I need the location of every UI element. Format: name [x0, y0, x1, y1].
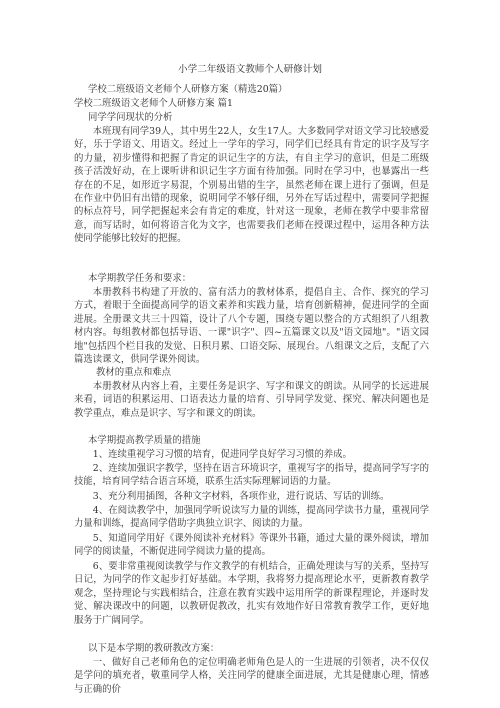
document-title: 小学二年级语文教师个人研修计划 — [178, 64, 322, 75]
measure-text: 5、知道同学用好《课外阅读补充材料》等课外书籍，通过大量的课外阅读，增加同学的阅读量，不断促进同学阅读力量的提高。 — [74, 533, 429, 558]
document-subtitle: 学校二班级语文老师个人研修方案（精选20篇） — [88, 84, 288, 95]
heading-key-points: 教材的重点和难点 — [96, 367, 172, 378]
paragraph-research-plan — [74, 656, 429, 696]
heading-research-plan: 以下是本学期的教研教改方案： — [88, 643, 220, 654]
measure-text: 1、连续重视学习习惯的培育，促进同学良好学习习惯的养成。 — [92, 449, 352, 460]
measure-item-3 — [74, 490, 429, 503]
measure-text: 2、连续加强识字教学，坚持在语言环境识字，重视写字的指导，提高同学写字的技能，培育同学结合语言环境，联系生活实际理解词语的力量。 — [74, 463, 429, 488]
heading-measures: 本学期提高教学质量的措施 — [88, 435, 201, 446]
measure-item-5 — [74, 532, 429, 559]
measure-text: 3、充分利用插图，各种文字材料，各项作业，进行说话、写话的训练。 — [92, 491, 390, 502]
measure-text: 6、要非常重视阅读教学与作文教学的有机结合，正确处理读与写的关系，坚持写日记，为同学的作文起步打好基础。本学期，我将努力提高理论水平，更新教育教学观念，坚持理论与实践相结合，注意在教育实践中运用所学的新课程理论，并逐时发觉、解决课改中的问题，以教研促教改，扎实有效地作好日常教育教学工作，更好地服务于广阔同学。 — [74, 561, 429, 626]
heading-student-analysis: 同学学问现状的分析 — [88, 112, 173, 123]
measure-item-1 — [74, 448, 429, 461]
section-title: 学校二班级语文老师个人研修方案 篇1 — [74, 98, 233, 109]
paragraph-text: 本册教材从内容上看，主要任务是识字、写字和课文的朗读。从同学的长远进展来看，词语的积累运用、口语表达力量的培育、引导同学发觉、探究、解决问题也是教学重点，难点是识字、写字和课文的朗读。 — [74, 381, 429, 419]
paragraph-text: 本册教科书构建了开放的、富有活力的教材体系，提倡自主、合作、探究的学习方式，着眼于全面提高同学的语文素养和实践力量，培育创新精神，促进同学的全面进展。全册课文共三十四篇，设计了八个专题，围绕专题以整合的方式组织了八组教材内容。每组教材都包括导语、一课"识字"、四~五篇课文以及"语文园地"。"语文园地"包括四个栏目我的发觉、日积月累、口语交际、展现台。八组课文之后，支配了六篇选读课文，供同学课外阅读。 — [74, 287, 429, 366]
paragraph-text: 本班现有同学39人，其中男生22人，女生17人。大多数同学对语文学习比较感爱好，乐于学语文、用语文。经过上一学年的学习，同学们已经具有肯定的识字及写字的力量，初步懂得和把握了肯定的识记生字的方法，有自主学习的意识，但是二班级孩子活泼好动，在上课听讲和识记生字方面有待加强。同时在学习中，也暴露出一些存在的不足，如形近字易混，个别易出错的生字，虽然老师在课上进行了强调，但是在作业中仍旧有出错的现象，说明同学不够仔细，另外在写话过程中，需要同学把握的标点符号，同学把握起来会有肯定的难度，针对这一现象，老师在教学中要非常留意，而写话时，如何将语言化为文字，也需要我们老师在授课过程中，运用各种方法使同学能够比较好的把握。 — [74, 126, 429, 245]
paragraph-text: 一、做好自己老师角色的定位明确老师角色是人的一生进展的引领者，决不仅仅是学问的填充者，敬重同学人格，关注同学的健康全面进展，尤其是健康心理，情感与正确的价 — [74, 657, 429, 695]
measure-item-6 — [74, 560, 429, 627]
measure-item-2 — [74, 462, 429, 489]
paragraph-key-points — [74, 380, 429, 420]
heading-teaching-tasks: 本学期教学任务和要求： — [88, 273, 192, 284]
measure-item-4 — [74, 504, 429, 531]
paragraph-student-analysis — [74, 125, 429, 246]
measure-text: 4、在阅读教学中，加强同学听说读写力量的训练，提高同学读书力量，重视同学力量和训练，提高同学借助字典独立识字、阅读的力量。 — [74, 505, 429, 530]
paragraph-teaching-tasks — [74, 286, 429, 366]
